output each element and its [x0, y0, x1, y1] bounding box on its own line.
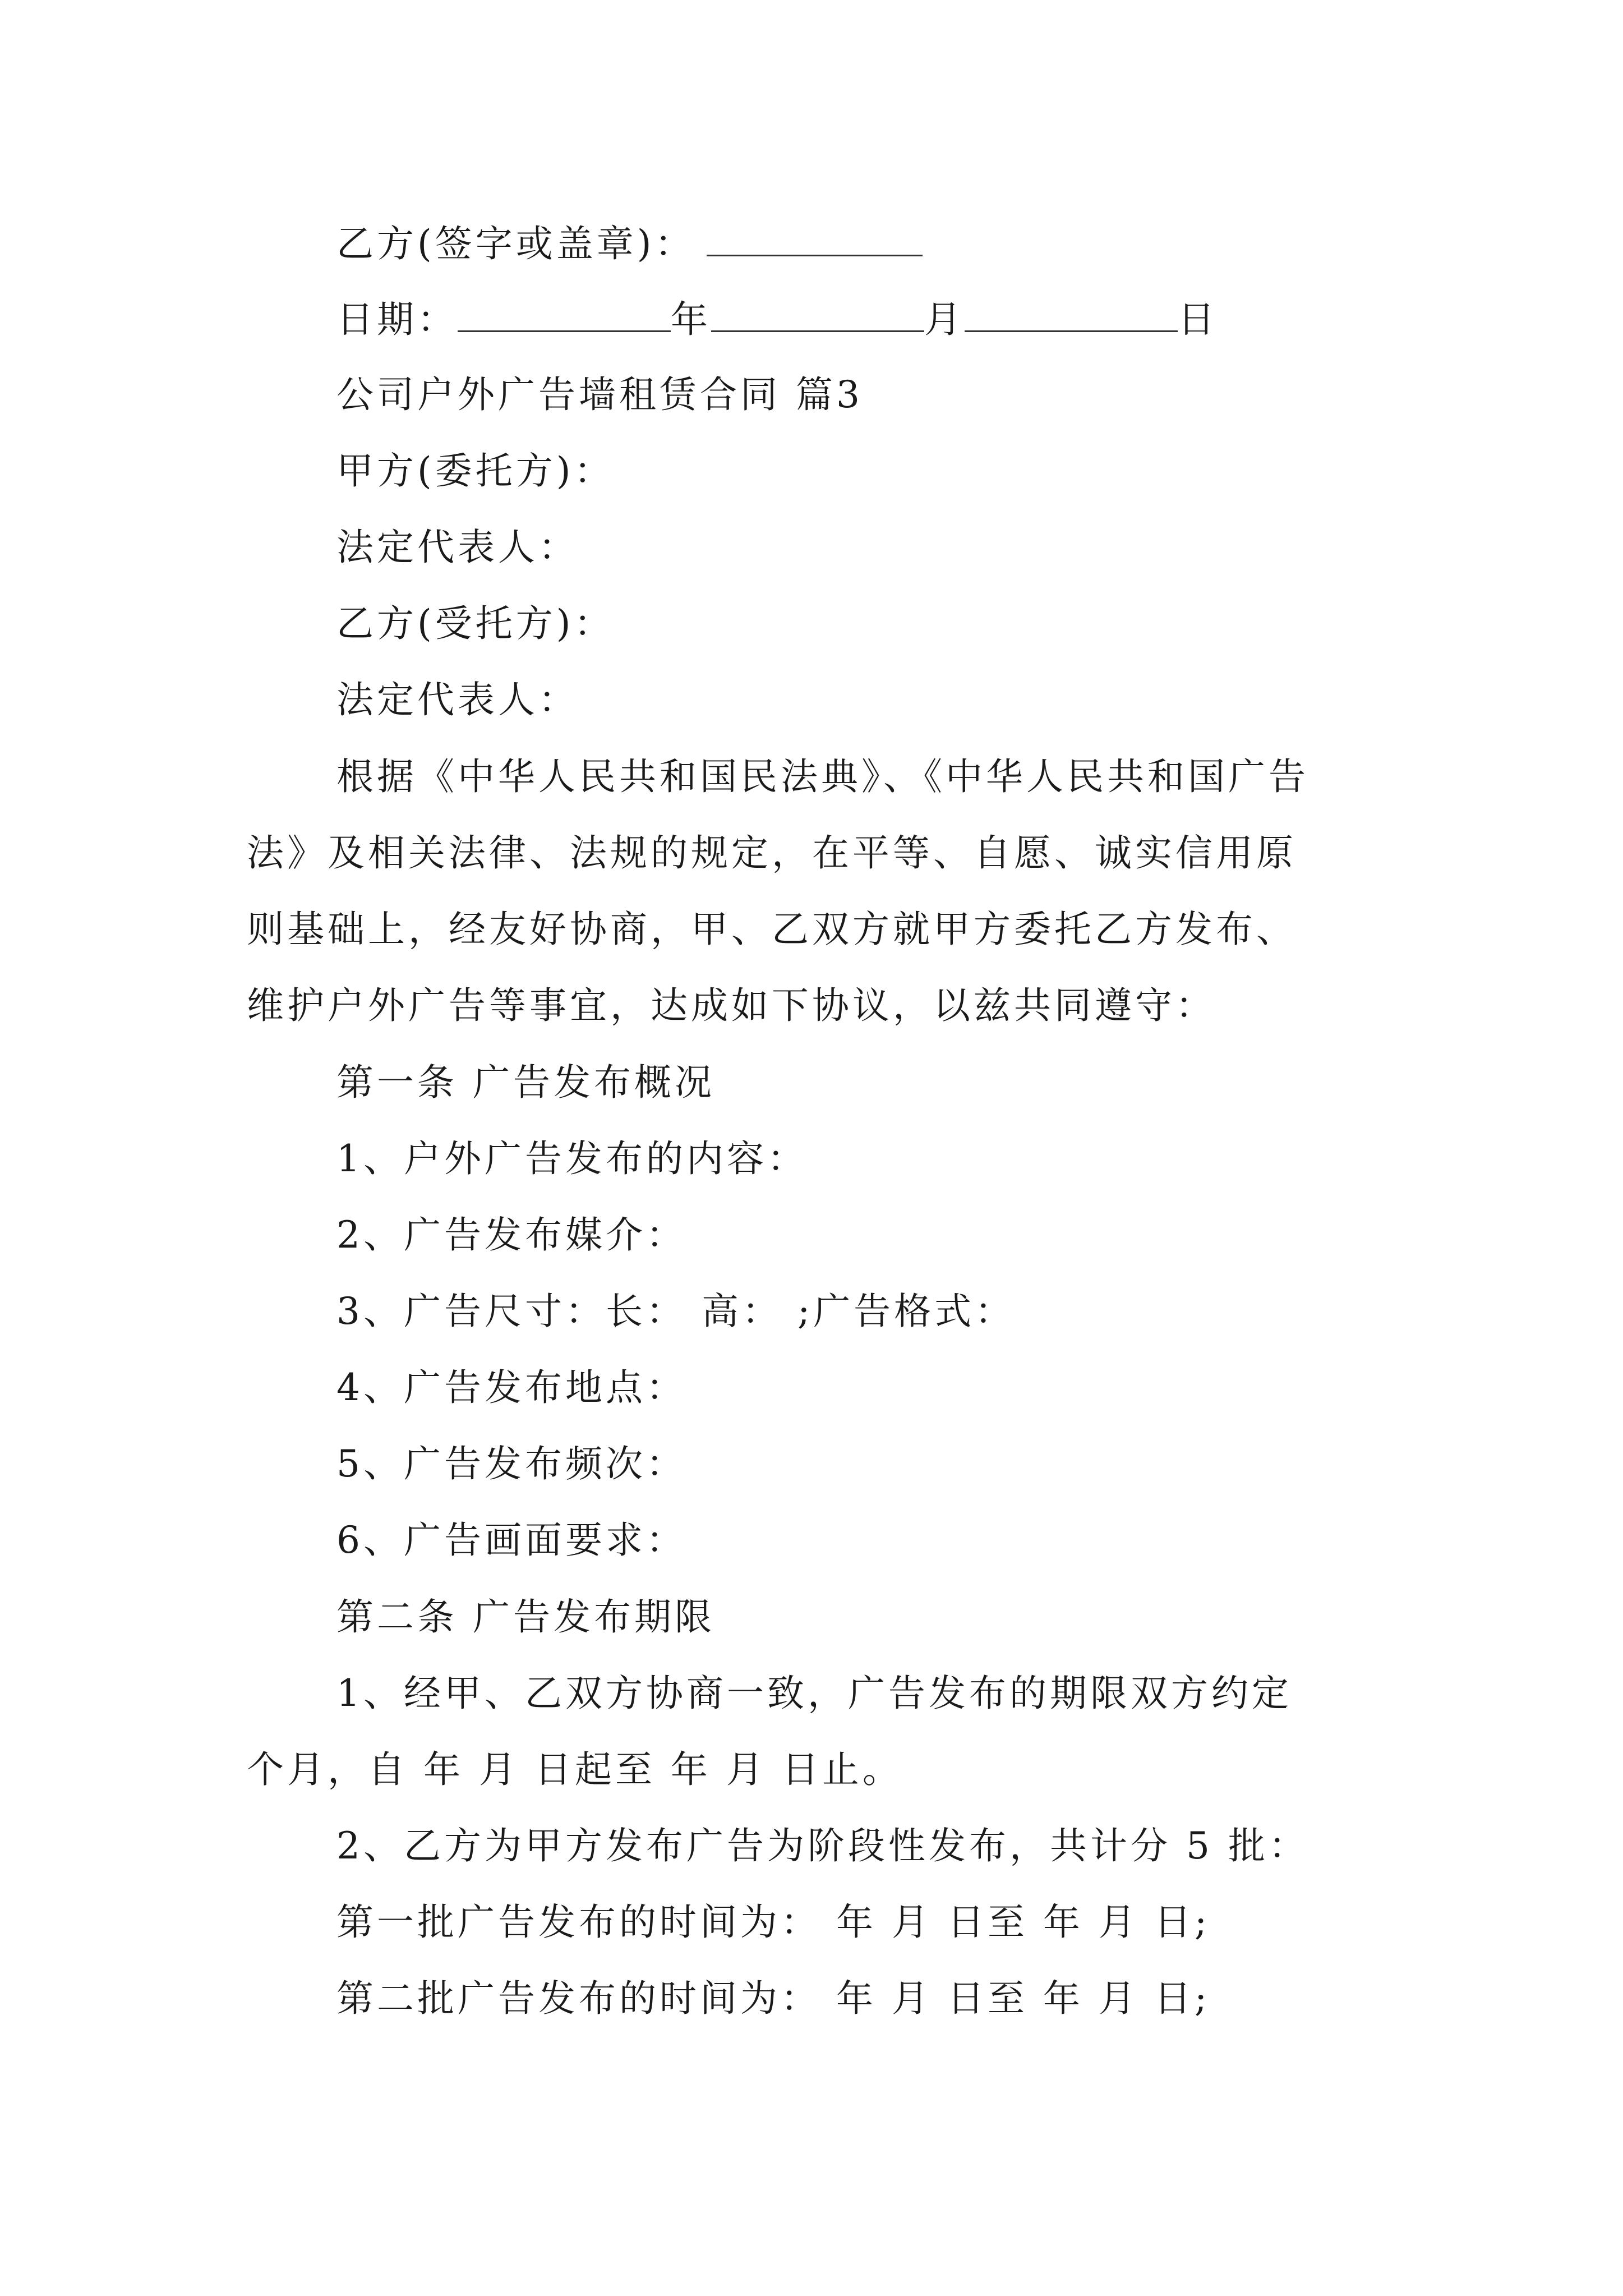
- article-2-clause-1: 1、经甲、乙双方协商一致，广告发布的期限双方约定: [336, 1672, 1292, 1715]
- article-2-clause-1-cont: 个月，自 年 月 日起至 年 月 日止。: [247, 1748, 903, 1791]
- month-blank: [711, 296, 924, 332]
- signature-blank: [707, 220, 923, 256]
- day-blank: [965, 296, 1178, 332]
- article-1-item: 2、广告发布媒介：: [336, 1213, 686, 1257]
- article-1-heading: 第一条 广告发布概况: [336, 1061, 715, 1104]
- batch-1-line: 第一批广告发布的时间为： 年 月 日至 年 月 日;: [336, 1901, 1211, 1944]
- party-b-signature-label: 乙方(签字或盖章)：: [336, 222, 695, 265]
- preamble-line: 法》及相关法律、法规的规定，在平等、自愿、诚实信用原: [247, 831, 1297, 875]
- month-label: 月: [924, 298, 965, 341]
- party-a-line: 甲方(委托方)：: [336, 449, 615, 493]
- year-label: 年: [671, 298, 711, 341]
- party-b-rep-line: 法定代表人：: [336, 678, 579, 721]
- article-2-heading: 第二条 广告发布期限: [336, 1595, 715, 1639]
- date-label: 日期：: [336, 298, 458, 341]
- article-1-item: 5、广告发布频次：: [336, 1442, 686, 1485]
- article-1-item: 1、户外广告发布的内容：: [336, 1137, 808, 1180]
- preamble-line: 根据《中华人民共和国民法典》、《中华人民共和国广告: [336, 755, 1309, 798]
- preamble-line: 维护户外广告等事宜，达成如下协议，以兹共同遵守：: [247, 984, 1216, 1027]
- article-1-item: 6、广告画面要求：: [336, 1519, 686, 1562]
- day-label: 日: [1178, 298, 1218, 341]
- year-blank: [458, 296, 671, 332]
- batch-2-line: 第二批广告发布的时间为： 年 月 日至 年 月 日;: [336, 1977, 1211, 2020]
- party-a-rep-line: 法定代表人：: [336, 526, 579, 569]
- party-b-line: 乙方(受托方)：: [336, 602, 615, 645]
- section-title: 公司户外广告墙租赁合同 篇3: [336, 373, 863, 416]
- article-1-item: 4、广告发布地点：: [336, 1366, 686, 1409]
- party-b-signature-line: [336, 220, 1503, 266]
- preamble-line: 则基础上，经友好协商，甲、乙双方就甲方委托乙方发布、: [247, 908, 1297, 951]
- article-2-clause-2: 2、乙方为甲方发布广告为阶段性发布，共计分 5 批：: [336, 1824, 1309, 1867]
- article-1-item: 3、广告尺寸：长： 高： ;广告格式：: [336, 1290, 1016, 1333]
- date-line: [336, 296, 1503, 342]
